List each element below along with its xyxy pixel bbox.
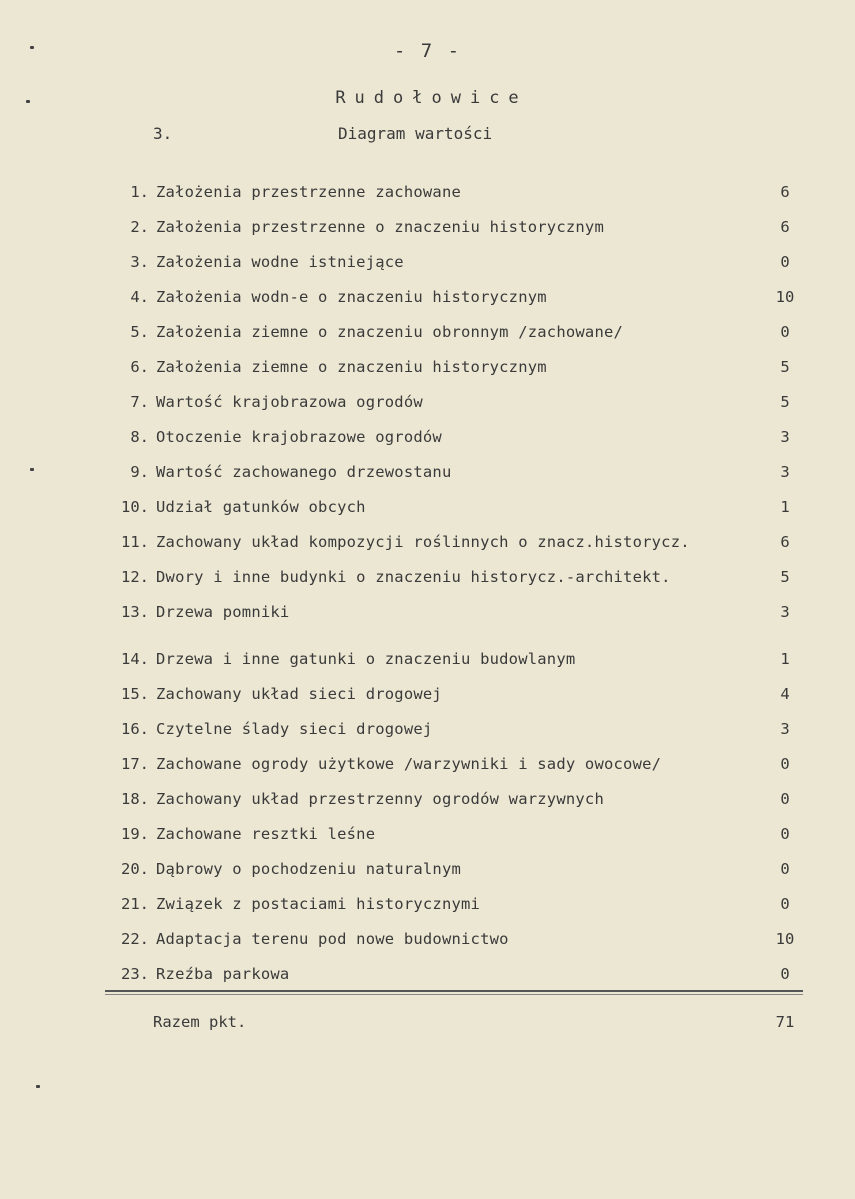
item-value: 0 <box>780 323 790 341</box>
sum-rule-secondary <box>105 994 803 995</box>
item-label: Zachowany układ przestrzenny ogrodów warzywnych <box>156 790 604 808</box>
item-value: 5 <box>780 393 790 411</box>
item-number: 8. <box>130 428 149 446</box>
item-number: 12. <box>121 568 149 586</box>
item-value: 1 <box>780 498 790 516</box>
list-item <box>0 965 855 987</box>
item-value: 0 <box>780 895 790 913</box>
item-number: 18. <box>121 790 149 808</box>
item-value: 4 <box>780 685 790 703</box>
item-value: 0 <box>780 790 790 808</box>
item-number: 9. <box>130 463 149 481</box>
list-item <box>0 393 855 415</box>
list-item <box>0 755 855 777</box>
item-number: 22. <box>121 930 149 948</box>
item-label: Założenia wodne istniejące <box>156 253 404 271</box>
total-label: Razem pkt. <box>153 1013 247 1031</box>
item-number: 21. <box>121 895 149 913</box>
item-label: Dwory i inne budynki o znaczeniu historycz.-architekt. <box>156 568 671 586</box>
item-number: 10. <box>121 498 149 516</box>
total-value: 71 <box>775 1013 795 1031</box>
item-label: Związek z postaciami historycznymi <box>156 895 481 913</box>
item-label: Rzeźba parkowa <box>156 965 290 983</box>
item-label: Adaptacja terenu pod nowe budownictwo <box>156 930 509 948</box>
item-number: 5. <box>130 323 149 341</box>
item-label: Drzewa i inne gatunki o znaczeniu budowlanym <box>156 650 576 668</box>
item-value: 5 <box>780 358 790 376</box>
item-value: 3 <box>780 720 790 738</box>
list-item <box>0 498 855 520</box>
item-number: 23. <box>121 965 149 983</box>
list-item <box>0 895 855 917</box>
item-label: Otoczenie krajobrazowe ogrodów <box>156 428 442 446</box>
item-value: 10 <box>775 288 795 306</box>
item-label: Zachowany układ kompozycji roślinnych o znacz.historycz. <box>156 533 690 551</box>
item-label: Udział gatunków obcych <box>156 498 366 516</box>
item-label: Założenia wodn-e o znaczeniu historycznym <box>156 288 547 306</box>
page-number: - 7 - <box>393 40 462 62</box>
item-value: 10 <box>775 930 795 948</box>
item-label: Zachowane ogrody użytkowe /warzywniki i sady owocowe/ <box>156 755 662 773</box>
place-name: Rudołowice <box>335 88 528 108</box>
list-item <box>0 463 855 485</box>
item-value: 6 <box>780 218 790 236</box>
item-value: 0 <box>780 860 790 878</box>
item-label: Dąbrowy o pochodzeniu naturalnym <box>156 860 462 878</box>
item-number: 3. <box>130 253 149 271</box>
sum-rule <box>105 990 803 992</box>
item-value: 6 <box>780 533 790 551</box>
item-label: Wartość zachowanego drzewostanu <box>156 463 452 481</box>
item-number: 14. <box>121 650 149 668</box>
item-value: 3 <box>780 463 790 481</box>
list-item <box>0 720 855 742</box>
section-title: Diagram wartości <box>338 124 493 143</box>
item-number: 19. <box>121 825 149 843</box>
margin-mark <box>36 1085 40 1088</box>
item-label: Czytelne ślady sieci drogowej <box>156 720 433 738</box>
item-label: Zachowane resztki leśne <box>156 825 376 843</box>
margin-mark <box>26 100 30 103</box>
item-value: 0 <box>780 755 790 773</box>
list-item <box>0 323 855 345</box>
item-label: Założenia przestrzenne zachowane <box>156 183 462 201</box>
item-number: 15. <box>121 685 149 703</box>
list-item <box>0 790 855 812</box>
item-number: 16. <box>121 720 149 738</box>
item-label: Założenia ziemne o znaczeniu historycznym <box>156 358 547 376</box>
item-value: 1 <box>780 650 790 668</box>
item-number: 13. <box>121 603 149 621</box>
item-number: 1. <box>130 183 149 201</box>
list-item <box>0 358 855 380</box>
item-label: Założenia ziemne o znaczeniu obronnym /zachowane/ <box>156 323 624 341</box>
item-number: 17. <box>121 755 149 773</box>
item-label: Drzewa pomniki <box>156 603 290 621</box>
item-number: 11. <box>121 533 149 551</box>
margin-mark <box>30 46 34 49</box>
item-number: 7. <box>130 393 149 411</box>
item-number: 20. <box>121 860 149 878</box>
item-value: 3 <box>780 428 790 446</box>
item-value: 6 <box>780 183 790 201</box>
item-value: 5 <box>780 568 790 586</box>
list-item <box>0 825 855 847</box>
list-item <box>0 860 855 882</box>
section-number: 3. <box>153 124 173 143</box>
item-number: 4. <box>130 288 149 306</box>
list-item <box>0 428 855 450</box>
list-item <box>0 288 855 310</box>
list-item <box>0 218 855 240</box>
item-number: 2. <box>130 218 149 236</box>
item-number: 6. <box>130 358 149 376</box>
item-value: 0 <box>780 253 790 271</box>
list-item <box>0 930 855 952</box>
item-label: Wartość krajobrazowa ogrodów <box>156 393 423 411</box>
item-value: 0 <box>780 965 790 983</box>
list-item <box>0 603 855 625</box>
margin-mark <box>30 468 34 471</box>
list-item <box>0 533 855 555</box>
item-value: 3 <box>780 603 790 621</box>
list-item <box>0 253 855 275</box>
item-label: Zachowany układ sieci drogowej <box>156 685 442 703</box>
list-item <box>0 568 855 590</box>
item-value: 0 <box>780 825 790 843</box>
list-item <box>0 183 855 205</box>
item-label: Założenia przestrzenne o znaczeniu historycznym <box>156 218 604 236</box>
list-item <box>0 650 855 672</box>
list-item <box>0 685 855 707</box>
